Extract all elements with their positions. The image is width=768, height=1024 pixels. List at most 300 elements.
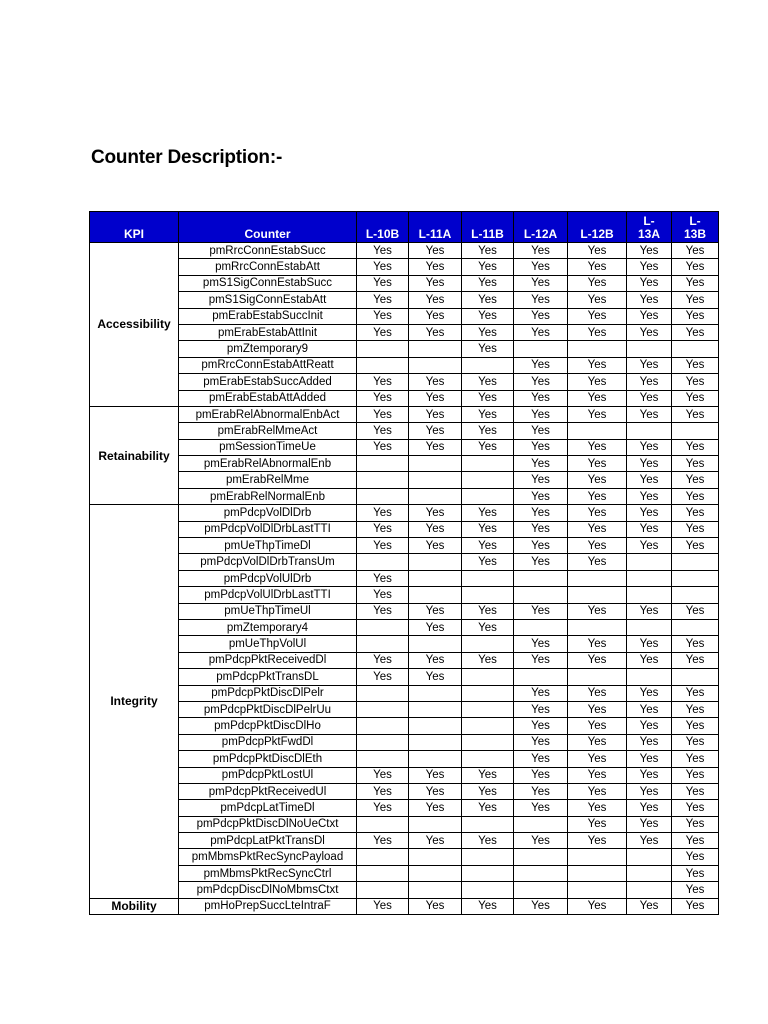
counter-name-cell: pmErabEstabAttInit (179, 324, 357, 340)
release-support-cell: Yes (357, 652, 409, 668)
release-support-cell (462, 882, 514, 898)
release-support-cell: Yes (627, 374, 672, 390)
release-support-cell (409, 554, 462, 570)
release-support-cell (409, 587, 462, 603)
header-counter: Counter (179, 212, 357, 243)
release-support-cell: Yes (672, 292, 719, 308)
release-support-cell (514, 619, 568, 635)
counter-name-cell: pmPdcpPktLostUl (179, 767, 357, 783)
release-support-cell: Yes (672, 324, 719, 340)
release-support-cell (409, 849, 462, 865)
release-support-cell (514, 669, 568, 685)
release-support-cell: Yes (462, 423, 514, 439)
release-support-cell: Yes (627, 275, 672, 291)
release-support-cell: Yes (462, 833, 514, 849)
table-row (90, 538, 719, 554)
counter-name-cell: pmS1SigConnEstabAtt (179, 292, 357, 308)
release-support-cell: Yes (514, 292, 568, 308)
release-support-cell: Yes (568, 357, 627, 373)
release-support-cell: Yes (409, 406, 462, 422)
release-support-cell (672, 570, 719, 586)
table-row (90, 751, 719, 767)
header-l11a: L-11A (409, 212, 462, 243)
release-support-cell: Yes (357, 521, 409, 537)
release-support-cell: Yes (568, 292, 627, 308)
kpi-group-label: Mobility (90, 898, 179, 914)
table-row (90, 374, 719, 390)
release-support-cell (462, 488, 514, 504)
release-support-cell: Yes (568, 767, 627, 783)
release-support-cell: Yes (462, 619, 514, 635)
table-row (90, 505, 719, 521)
release-support-cell: Yes (568, 390, 627, 406)
release-support-cell: Yes (627, 406, 672, 422)
header-l12b: L-12B (568, 212, 627, 243)
release-support-cell: Yes (514, 767, 568, 783)
release-support-cell: Yes (568, 505, 627, 521)
release-support-cell: Yes (672, 898, 719, 914)
release-support-cell: Yes (357, 505, 409, 521)
release-support-cell (627, 570, 672, 586)
release-support-cell: Yes (568, 374, 627, 390)
release-support-cell: Yes (357, 308, 409, 324)
table-row (90, 882, 719, 898)
release-support-cell (409, 718, 462, 734)
release-support-cell: Yes (357, 767, 409, 783)
release-support-cell: Yes (627, 718, 672, 734)
release-support-cell (627, 882, 672, 898)
release-support-cell (409, 636, 462, 652)
release-support-cell: Yes (672, 751, 719, 767)
counter-name-cell: pmErabEstabAttAdded (179, 390, 357, 406)
release-support-cell (462, 734, 514, 750)
release-support-cell: Yes (409, 767, 462, 783)
release-support-cell: Yes (357, 324, 409, 340)
release-support-cell (357, 456, 409, 472)
release-support-cell: Yes (357, 587, 409, 603)
release-support-cell (357, 751, 409, 767)
release-support-cell: Yes (627, 472, 672, 488)
table-row (90, 275, 719, 291)
table-row (90, 439, 719, 455)
release-support-cell (462, 587, 514, 603)
table-row (90, 243, 719, 259)
table-row (90, 341, 719, 357)
release-support-cell: Yes (568, 652, 627, 668)
release-support-cell: Yes (462, 767, 514, 783)
release-support-cell: Yes (462, 308, 514, 324)
release-support-cell (409, 456, 462, 472)
release-support-cell: Yes (627, 505, 672, 521)
release-support-cell: Yes (409, 275, 462, 291)
release-support-cell: Yes (462, 292, 514, 308)
release-support-cell: Yes (568, 439, 627, 455)
release-support-cell: Yes (514, 357, 568, 373)
release-support-cell: Yes (514, 685, 568, 701)
release-support-cell: Yes (409, 521, 462, 537)
table-row (90, 472, 719, 488)
release-support-cell (672, 341, 719, 357)
header-l10b: L-10B (357, 212, 409, 243)
release-support-cell: Yes (627, 324, 672, 340)
release-support-cell: Yes (627, 488, 672, 504)
release-support-cell: Yes (672, 259, 719, 275)
table-row (90, 800, 719, 816)
release-support-cell: Yes (462, 783, 514, 799)
release-support-cell: Yes (568, 751, 627, 767)
table-row (90, 669, 719, 685)
release-support-cell (568, 865, 627, 881)
counter-name-cell: pmZtemporary9 (179, 341, 357, 357)
release-support-cell (357, 734, 409, 750)
release-support-cell (627, 423, 672, 439)
table-row (90, 488, 719, 504)
release-support-cell: Yes (409, 259, 462, 275)
release-support-cell: Yes (462, 505, 514, 521)
table-row (90, 718, 719, 734)
release-support-cell: Yes (627, 456, 672, 472)
release-support-cell: Yes (514, 488, 568, 504)
release-support-cell (568, 570, 627, 586)
release-support-cell: Yes (627, 816, 672, 832)
counter-name-cell: pmPdcpVolDlDrbTransUm (179, 554, 357, 570)
release-support-cell: Yes (672, 783, 719, 799)
release-support-cell: Yes (627, 603, 672, 619)
counter-name-cell: pmPdcpPktDiscDlEth (179, 751, 357, 767)
counter-name-cell: pmZtemporary4 (179, 619, 357, 635)
counter-name-cell: pmHoPrepSuccLteIntraF (179, 898, 357, 914)
release-support-cell: Yes (627, 521, 672, 537)
release-support-cell (409, 472, 462, 488)
release-support-cell: Yes (357, 275, 409, 291)
release-support-cell: Yes (409, 505, 462, 521)
release-support-cell: Yes (462, 898, 514, 914)
release-support-cell (627, 554, 672, 570)
release-support-cell (462, 669, 514, 685)
table-row (90, 554, 719, 570)
release-support-cell: Yes (514, 374, 568, 390)
release-support-cell: Yes (357, 406, 409, 422)
release-support-cell: Yes (568, 718, 627, 734)
counter-name-cell: pmPdcpPktDiscDlPelrUu (179, 701, 357, 717)
release-support-cell: Yes (568, 472, 627, 488)
release-support-cell: Yes (357, 374, 409, 390)
counter-name-cell: pmPdcpVolUlDrbLastTTI (179, 587, 357, 603)
release-support-cell (357, 685, 409, 701)
release-support-cell: Yes (672, 275, 719, 291)
release-support-cell: Yes (514, 324, 568, 340)
page-title: Counter Description:- (91, 147, 283, 168)
release-support-cell: Yes (672, 243, 719, 259)
release-support-cell: Yes (357, 898, 409, 914)
release-support-cell: Yes (409, 324, 462, 340)
release-support-cell (672, 423, 719, 439)
release-support-cell (672, 669, 719, 685)
release-support-cell (409, 488, 462, 504)
release-support-cell: Yes (514, 259, 568, 275)
release-support-cell: Yes (409, 833, 462, 849)
release-support-cell: Yes (627, 538, 672, 554)
release-support-cell: Yes (462, 603, 514, 619)
counter-name-cell: pmSessionTimeUe (179, 439, 357, 455)
release-support-cell: Yes (672, 538, 719, 554)
release-support-cell: Yes (672, 456, 719, 472)
release-support-cell: Yes (627, 767, 672, 783)
release-support-cell (462, 456, 514, 472)
counter-name-cell: pmPdcpPktDiscDlHo (179, 718, 357, 734)
release-support-cell (462, 849, 514, 865)
release-support-cell: Yes (672, 865, 719, 881)
table-row (90, 406, 719, 422)
release-support-cell (462, 472, 514, 488)
release-support-cell (514, 882, 568, 898)
table-row (90, 357, 719, 373)
release-support-cell (409, 734, 462, 750)
header-l13b: L- 13B (672, 212, 719, 243)
counter-name-cell: pmPdcpVolDlDrbLastTTI (179, 521, 357, 537)
release-support-cell: Yes (462, 341, 514, 357)
release-support-cell (357, 357, 409, 373)
release-support-cell (627, 849, 672, 865)
release-support-cell: Yes (514, 718, 568, 734)
counter-name-cell: pmErabRelNormalEnb (179, 488, 357, 504)
table-row (90, 619, 719, 635)
release-support-cell: Yes (514, 538, 568, 554)
release-support-cell: Yes (568, 734, 627, 750)
release-support-cell: Yes (514, 652, 568, 668)
release-support-cell: Yes (627, 390, 672, 406)
release-support-cell: Yes (409, 374, 462, 390)
kpi-group-label: Retainability (90, 406, 179, 504)
release-support-cell: Yes (409, 898, 462, 914)
release-support-cell (627, 587, 672, 603)
release-support-cell: Yes (514, 751, 568, 767)
release-support-cell: Yes (672, 603, 719, 619)
release-support-cell (409, 570, 462, 586)
release-support-cell: Yes (568, 324, 627, 340)
release-support-cell: Yes (672, 374, 719, 390)
release-support-cell: Yes (672, 357, 719, 373)
counter-name-cell: pmPdcpPktDiscDlNoUeCtxt (179, 816, 357, 832)
release-support-cell (357, 865, 409, 881)
release-support-cell: Yes (672, 406, 719, 422)
counter-name-cell: pmPdcpPktReceivedDl (179, 652, 357, 668)
release-support-cell (568, 341, 627, 357)
release-support-cell: Yes (514, 734, 568, 750)
release-support-cell: Yes (514, 390, 568, 406)
release-support-cell (568, 882, 627, 898)
table-row (90, 685, 719, 701)
release-support-cell: Yes (409, 308, 462, 324)
release-support-cell: Yes (568, 554, 627, 570)
table-row (90, 865, 719, 881)
table-row (90, 816, 719, 832)
counter-name-cell: pmErabEstabSuccInit (179, 308, 357, 324)
table-row (90, 849, 719, 865)
release-support-cell: Yes (627, 701, 672, 717)
release-support-cell (462, 636, 514, 652)
table-row (90, 587, 719, 603)
release-support-cell (462, 357, 514, 373)
table-row (90, 570, 719, 586)
counter-name-cell: pmUeThpTimeUl (179, 603, 357, 619)
release-support-cell: Yes (514, 833, 568, 849)
release-support-cell: Yes (514, 554, 568, 570)
counter-name-cell: pmErabRelAbnormalEnbAct (179, 406, 357, 422)
table-row (90, 767, 719, 783)
release-support-cell: Yes (514, 275, 568, 291)
table-row (90, 324, 719, 340)
release-support-cell (462, 816, 514, 832)
release-support-cell: Yes (514, 898, 568, 914)
release-support-cell: Yes (627, 243, 672, 259)
release-support-cell: Yes (409, 538, 462, 554)
release-support-cell (627, 669, 672, 685)
table-row (90, 898, 719, 914)
release-support-cell: Yes (672, 701, 719, 717)
header-l11b: L-11B (462, 212, 514, 243)
release-support-cell: Yes (568, 783, 627, 799)
release-support-cell: Yes (627, 308, 672, 324)
counter-name-cell: pmPdcpPktTransDL (179, 669, 357, 685)
counter-name-cell: pmPdcpPktFwdDl (179, 734, 357, 750)
release-support-cell: Yes (357, 538, 409, 554)
release-support-cell (357, 488, 409, 504)
release-support-cell: Yes (357, 259, 409, 275)
release-support-cell: Yes (568, 456, 627, 472)
release-support-cell (627, 341, 672, 357)
release-support-cell: Yes (672, 816, 719, 832)
release-support-cell: Yes (514, 800, 568, 816)
release-support-cell: Yes (514, 636, 568, 652)
kpi-group-label: Accessibility (90, 243, 179, 407)
release-support-cell: Yes (462, 800, 514, 816)
table-row (90, 701, 719, 717)
release-support-cell: Yes (514, 423, 568, 439)
release-support-cell (357, 341, 409, 357)
release-support-cell: Yes (672, 767, 719, 783)
release-support-cell: Yes (462, 275, 514, 291)
release-support-cell: Yes (409, 292, 462, 308)
release-support-cell: Yes (357, 603, 409, 619)
release-support-cell: Yes (672, 849, 719, 865)
counter-name-cell: pmUeThpTimeDl (179, 538, 357, 554)
release-support-cell (627, 619, 672, 635)
table-header-row (90, 212, 719, 243)
release-support-cell: Yes (627, 357, 672, 373)
counter-name-cell: pmRrcConnEstabAttReatt (179, 357, 357, 373)
release-support-cell (462, 570, 514, 586)
release-support-cell: Yes (568, 898, 627, 914)
release-support-cell: Yes (568, 406, 627, 422)
table-row (90, 390, 719, 406)
release-support-cell: Yes (627, 751, 672, 767)
release-support-cell (357, 619, 409, 635)
release-support-cell (568, 669, 627, 685)
release-support-cell: Yes (568, 521, 627, 537)
release-support-cell: Yes (514, 456, 568, 472)
release-support-cell: Yes (627, 652, 672, 668)
release-support-cell: Yes (514, 472, 568, 488)
counter-name-cell: pmMbmsPktRecSyncPayload (179, 849, 357, 865)
release-support-cell (409, 357, 462, 373)
counter-name-cell: pmPdcpPktDiscDlPelr (179, 685, 357, 701)
table-body (90, 243, 719, 915)
release-support-cell (462, 685, 514, 701)
table-row (90, 833, 719, 849)
release-support-cell: Yes (514, 783, 568, 799)
release-support-cell: Yes (462, 554, 514, 570)
release-support-cell: Yes (409, 652, 462, 668)
release-support-cell: Yes (568, 800, 627, 816)
release-support-cell (357, 472, 409, 488)
release-support-cell: Yes (462, 259, 514, 275)
counter-name-cell: pmErabRelMmeAct (179, 423, 357, 439)
table-row (90, 783, 719, 799)
release-support-cell: Yes (568, 538, 627, 554)
release-support-cell (672, 554, 719, 570)
release-support-cell (568, 849, 627, 865)
header-kpi: KPI (90, 212, 179, 243)
release-support-cell: Yes (672, 833, 719, 849)
release-support-cell (409, 685, 462, 701)
release-support-cell: Yes (409, 800, 462, 816)
release-support-cell (568, 619, 627, 635)
release-support-cell: Yes (462, 390, 514, 406)
release-support-cell: Yes (462, 324, 514, 340)
release-support-cell: Yes (409, 423, 462, 439)
release-support-cell: Yes (357, 800, 409, 816)
release-support-cell: Yes (568, 816, 627, 832)
release-support-cell: Yes (568, 636, 627, 652)
release-support-cell: Yes (514, 505, 568, 521)
counter-name-cell: pmRrcConnEstabAtt (179, 259, 357, 275)
table-row (90, 636, 719, 652)
release-support-cell: Yes (462, 439, 514, 455)
table-row (90, 456, 719, 472)
release-support-cell: Yes (672, 390, 719, 406)
release-support-cell: Yes (568, 685, 627, 701)
counter-name-cell: pmErabRelMme (179, 472, 357, 488)
release-support-cell: Yes (568, 488, 627, 504)
release-support-cell: Yes (514, 243, 568, 259)
table-row (90, 308, 719, 324)
release-support-cell: Yes (672, 652, 719, 668)
release-support-cell (568, 423, 627, 439)
counter-name-cell: pmPdcpVolUlDrb (179, 570, 357, 586)
header-l12a: L-12A (514, 212, 568, 243)
release-support-cell: Yes (357, 833, 409, 849)
release-support-cell: Yes (568, 259, 627, 275)
release-support-cell: Yes (627, 259, 672, 275)
release-support-cell (514, 816, 568, 832)
release-support-cell (568, 587, 627, 603)
release-support-cell: Yes (672, 685, 719, 701)
release-support-cell: Yes (357, 243, 409, 259)
release-support-cell: Yes (672, 488, 719, 504)
release-support-cell: Yes (462, 243, 514, 259)
release-support-cell: Yes (672, 505, 719, 521)
release-support-cell: Yes (672, 636, 719, 652)
release-support-cell: Yes (357, 292, 409, 308)
release-support-cell: Yes (627, 833, 672, 849)
release-support-cell: Yes (514, 603, 568, 619)
counter-name-cell: pmUeThpVolUl (179, 636, 357, 652)
release-support-cell: Yes (627, 898, 672, 914)
counter-name-cell: pmPdcpVolDlDrb (179, 505, 357, 521)
table-row (90, 734, 719, 750)
counter-name-cell: pmMbmsPktRecSyncCtrl (179, 865, 357, 881)
